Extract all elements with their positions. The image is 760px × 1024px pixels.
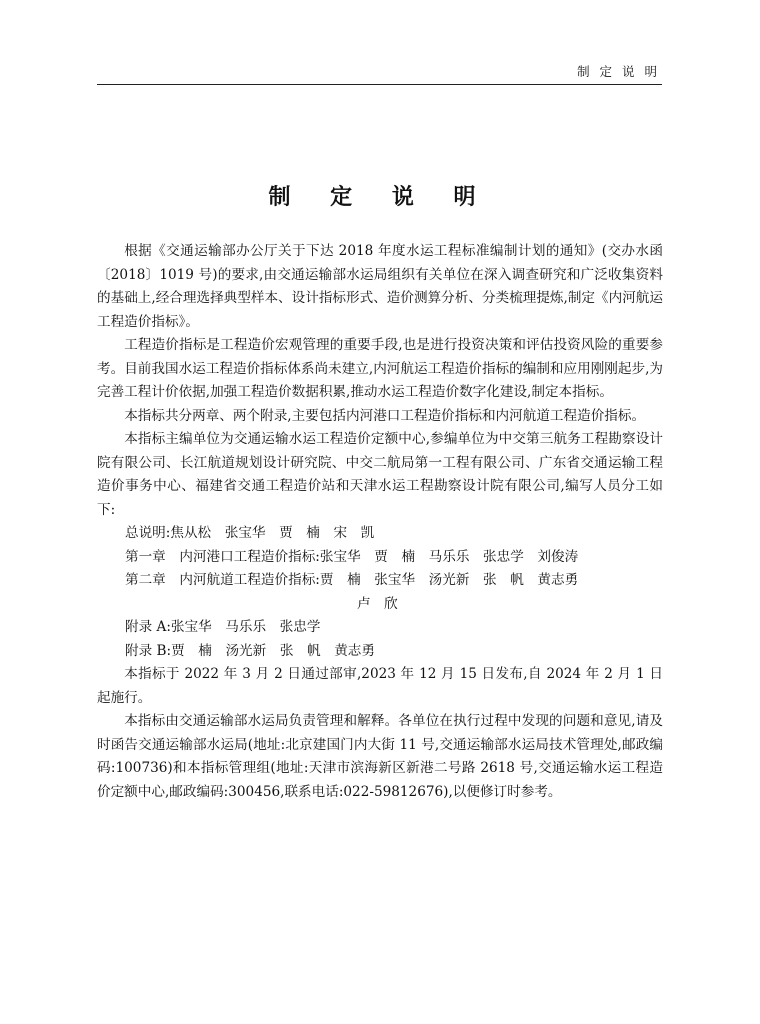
running-header	[97, 62, 662, 85]
paragraph-units: 本指标主编单位为交通运输水运工程造价定额中心,参编单位为中交第三航务工程勘察设计院有限公司、长江航道规划设计研究院、中交二航局第一工程有限公司、广东省交通运输工程造价事务中心、福建省交通工程造价站和天津水运工程勘察设计院有限公司,编写人员分工如下:	[97, 431, 663, 518]
credit-names: 贾 楠 张宝华 汤光新 张 帆 黄志勇	[319, 572, 579, 588]
paragraph-basis: 根据《交通运输部办公厅关于下达 2018 年度水运工程标准编制计划的通知》(交办水函〔2018〕1019 号)的要求,由交通运输部水运局组织有关单位在深入调查研究和广泛收集资料的基础上,经合理选择典型样本、设计指标形式、造价测算分析、分类梳理提炼,制定《内河航运工程造价指标》。	[97, 243, 663, 330]
credit-label: 第二章 内河航道工程造价指标:	[125, 572, 320, 588]
author-list	[97, 522, 663, 663]
credit-chapter-2	[97, 569, 663, 593]
credit-general	[97, 522, 663, 546]
credit-label: 附录 A:	[125, 619, 171, 635]
credit-chapter-2-continuation: 卢 欣	[357, 595, 398, 612]
credit-label: 附录 B:	[125, 642, 172, 659]
credit-appendix-a	[97, 616, 663, 640]
paragraph-purpose: 工程造价指标是工程造价宏观管理的重要手段,也是进行投资决策和评估投资风险的重要参考。目前我国水运工程造价指标体系尚未建立,内河航运工程造价指标的编制和应用刚刚起步,为完善工程计价依据,加强工程造价数据积累,推动水运工程造价数字化建设,制定本指标。	[97, 337, 663, 400]
credit-chapter-1	[97, 546, 663, 570]
credit-names: 焦从松 张宝华 贾 楠 宋 凯	[170, 525, 375, 541]
paragraph-administration: 本指标由交通运输部水运局负责管理和解释。各单位在执行过程中发现的问题和意见,请及时函告交通运输部水运局(地址:北京建国门内大街 11 号,交通运输部水运局技术管理处,邮政编码:100736)和本指标管理组(地址:天津市滨海新区新港二号路 2618 号,交通运输水运工程造价定额中心,邮政编码:300456,联系电话:022-59812676),以便修订时参考。	[97, 713, 663, 800]
page-title: 制 定 说 明	[268, 184, 492, 210]
running-header-title: 制 定 说 明	[577, 64, 660, 79]
paragraph-structure: 本指标共分两章、两个附录,主要包括内河港口工程造价指标和内河航道工程造价指标。	[124, 407, 646, 424]
credit-names: 贾 楠 汤光新 张 帆 黄志勇	[171, 642, 375, 659]
paragraph-effective-date: 本指标于 2022 年 3 月 2 日通过部审,2023 年 12 月 15 日发布,自 2024 年 2 月 1 日起施行。	[97, 666, 663, 706]
credit-label: 总说明:	[125, 525, 171, 541]
credit-label: 第一章 内河港口工程造价指标:	[125, 548, 320, 565]
credit-appendix-b	[97, 640, 663, 664]
credit-names: 张宝华 贾 楠 马乐乐 张忠学 刘俊涛	[319, 548, 579, 565]
document-body	[97, 240, 663, 804]
credit-names: 张宝华 马乐乐 张忠学	[170, 619, 321, 635]
